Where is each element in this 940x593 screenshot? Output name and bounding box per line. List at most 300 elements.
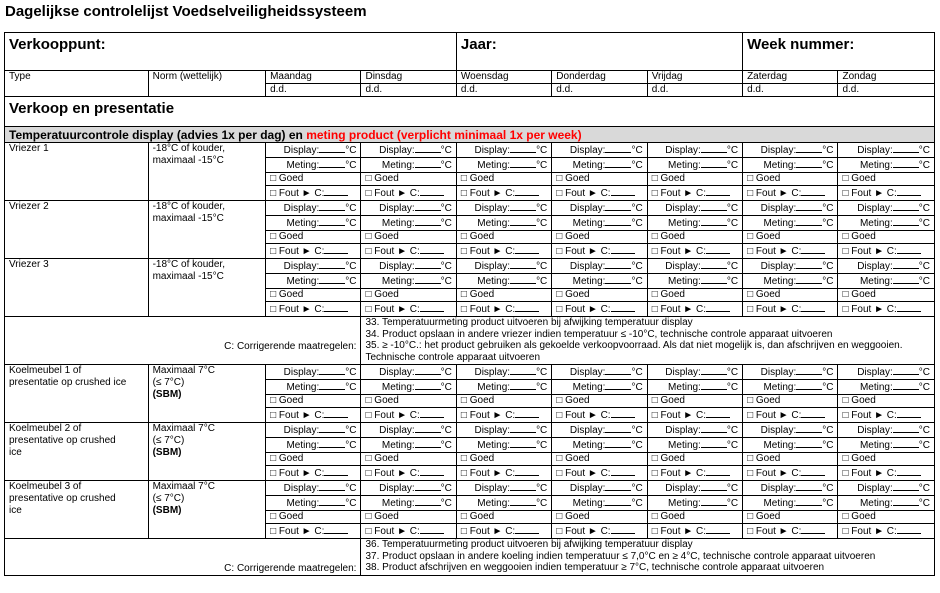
goed-checkbox[interactable]: □ Goed [365, 510, 399, 522]
corrective-code-input[interactable] [897, 408, 921, 418]
goed-checkbox[interactable]: □ Goed [556, 173, 590, 184]
corrective-code-input[interactable] [611, 466, 635, 476]
corrective-code-input[interactable] [801, 302, 825, 312]
corrective-code-input[interactable] [897, 244, 921, 254]
fout-checkbox-cell[interactable] [743, 407, 838, 422]
meting-input-line[interactable] [319, 380, 345, 390]
meting-input-line[interactable] [893, 158, 919, 168]
meting-reading-cell[interactable] [456, 216, 551, 231]
date-field-woensdag[interactable]: d.d. [456, 84, 551, 97]
meting-input-line[interactable] [893, 380, 919, 390]
goed-checkbox[interactable]: □ Goed [651, 231, 685, 242]
goed-checkbox-cell[interactable] [456, 173, 551, 186]
fout-checkbox[interactable]: □ Fout ► C: [460, 467, 516, 479]
meting-input-line[interactable] [319, 158, 345, 168]
fout-checkbox[interactable]: □ Fout ► C: [651, 188, 706, 199]
fout-checkbox[interactable]: □ Fout ► C: [556, 304, 611, 315]
fout-checkbox[interactable]: □ Fout ► C: [747, 525, 802, 537]
goed-checkbox[interactable]: □ Goed [842, 173, 876, 184]
goed-checkbox-cell[interactable] [552, 173, 647, 186]
goed-checkbox[interactable]: □ Goed [460, 510, 495, 522]
fout-checkbox-cell[interactable] [743, 186, 838, 201]
goed-checkbox[interactable]: □ Goed [365, 173, 399, 184]
goed-checkbox-cell[interactable] [361, 231, 456, 244]
meting-input-line[interactable] [319, 274, 345, 284]
meting-reading-cell[interactable] [838, 495, 935, 510]
display-reading-cell[interactable] [838, 422, 935, 437]
goed-checkbox[interactable]: □ Goed [747, 289, 781, 300]
fout-checkbox-cell[interactable] [266, 244, 361, 259]
meting-reading-cell[interactable] [838, 216, 935, 231]
fout-checkbox[interactable]: □ Fout ► C: [365, 467, 420, 479]
meting-reading-cell[interactable] [552, 437, 647, 452]
display-input-line[interactable] [510, 365, 536, 375]
corrective-code-input[interactable] [420, 186, 444, 196]
jaar-field[interactable]: Jaar: [456, 33, 742, 71]
meting-input-line[interactable] [415, 216, 441, 226]
meting-input-line[interactable] [701, 216, 727, 226]
goed-checkbox-cell[interactable] [743, 289, 838, 302]
goed-checkbox[interactable]: □ Goed [460, 452, 495, 464]
fout-checkbox-cell[interactable] [361, 523, 456, 538]
meting-reading-cell[interactable] [361, 495, 456, 510]
goed-checkbox[interactable]: □ Goed [460, 289, 495, 300]
fout-checkbox-cell[interactable] [647, 244, 742, 259]
fout-checkbox[interactable]: □ Fout ► C: [651, 467, 706, 479]
fout-checkbox[interactable]: □ Fout ► C: [842, 409, 897, 421]
fout-checkbox[interactable]: □ Fout ► C: [365, 525, 420, 537]
fout-checkbox[interactable]: □ Fout ► C: [460, 409, 516, 421]
goed-checkbox-cell[interactable] [456, 231, 551, 244]
display-reading-cell[interactable] [838, 201, 935, 216]
fout-checkbox[interactable]: □ Fout ► C: [651, 409, 706, 421]
meting-input-line[interactable] [605, 274, 631, 284]
goed-checkbox[interactable]: □ Goed [651, 452, 685, 464]
display-input-line[interactable] [605, 259, 631, 269]
goed-checkbox[interactable]: □ Goed [842, 452, 876, 464]
corrective-code-input[interactable] [611, 186, 635, 196]
display-input-line[interactable] [796, 143, 822, 153]
meting-reading-cell[interactable] [838, 274, 935, 289]
display-reading-cell[interactable] [266, 201, 361, 216]
corrective-code-input[interactable] [324, 466, 348, 476]
meting-reading-cell[interactable] [743, 437, 838, 452]
meting-reading-cell[interactable] [647, 379, 742, 394]
fout-checkbox[interactable]: □ Fout ► C: [556, 409, 611, 421]
fout-checkbox-cell[interactable] [838, 523, 935, 538]
meting-reading-cell[interactable] [456, 274, 551, 289]
corrective-code-input[interactable] [324, 524, 348, 534]
meting-reading-cell[interactable] [361, 379, 456, 394]
goed-checkbox[interactable]: □ Goed [651, 394, 685, 406]
display-reading-cell[interactable] [361, 201, 456, 216]
fout-checkbox[interactable]: □ Fout ► C: [556, 246, 611, 257]
fout-checkbox[interactable]: □ Fout ► C: [842, 467, 897, 479]
date-field-maandag[interactable]: d.d. [266, 84, 361, 97]
corrective-code-input[interactable] [897, 524, 921, 534]
meting-reading-cell[interactable] [647, 495, 742, 510]
goed-checkbox[interactable]: □ Goed [270, 452, 304, 464]
goed-checkbox-cell[interactable] [647, 289, 742, 302]
display-input-line[interactable] [893, 143, 919, 153]
corrective-code-input[interactable] [420, 524, 444, 534]
corrective-code-input[interactable] [706, 466, 730, 476]
meting-input-line[interactable] [415, 496, 441, 506]
corrective-code-input[interactable] [611, 408, 635, 418]
meting-reading-cell[interactable] [552, 216, 647, 231]
display-reading-cell[interactable] [266, 259, 361, 274]
corrective-code-input[interactable] [611, 524, 635, 534]
meting-input-line[interactable] [605, 158, 631, 168]
display-input-line[interactable] [415, 481, 441, 491]
display-input-line[interactable] [415, 201, 441, 211]
goed-checkbox[interactable]: □ Goed [460, 173, 495, 184]
display-input-line[interactable] [605, 201, 631, 211]
display-input-line[interactable] [415, 143, 441, 153]
date-field-dinsdag[interactable]: d.d. [361, 84, 456, 97]
meting-reading-cell[interactable] [456, 379, 551, 394]
display-reading-cell[interactable] [552, 259, 647, 274]
display-reading-cell[interactable] [361, 422, 456, 437]
display-reading-cell[interactable] [552, 480, 647, 495]
display-reading-cell[interactable] [838, 259, 935, 274]
corrective-code-input[interactable] [420, 302, 444, 312]
goed-checkbox[interactable]: □ Goed [270, 289, 304, 300]
fout-checkbox[interactable]: □ Fout ► C: [460, 246, 516, 257]
display-input-line[interactable] [796, 365, 822, 375]
fout-checkbox[interactable]: □ Fout ► C: [747, 304, 802, 315]
goed-checkbox[interactable]: □ Goed [747, 394, 781, 406]
meting-input-line[interactable] [605, 216, 631, 226]
goed-checkbox-cell[interactable] [552, 394, 647, 407]
fout-checkbox-cell[interactable] [647, 465, 742, 480]
goed-checkbox-cell[interactable] [647, 173, 742, 186]
corrective-code-input[interactable] [611, 302, 635, 312]
fout-checkbox[interactable]: □ Fout ► C: [270, 409, 325, 421]
display-reading-cell[interactable] [647, 143, 742, 158]
corrective-code-input[interactable] [801, 408, 825, 418]
corrective-code-input[interactable] [801, 466, 825, 476]
goed-checkbox-cell[interactable] [552, 231, 647, 244]
fout-checkbox[interactable]: □ Fout ► C: [460, 188, 516, 199]
goed-checkbox-cell[interactable] [361, 452, 456, 465]
meting-input-line[interactable] [796, 380, 822, 390]
display-reading-cell[interactable] [743, 422, 838, 437]
week-nummer-field[interactable]: Week nummer: [743, 33, 935, 71]
fout-checkbox-cell[interactable] [361, 465, 456, 480]
fout-checkbox-cell[interactable] [266, 407, 361, 422]
fout-checkbox[interactable]: □ Fout ► C: [270, 246, 325, 257]
goed-checkbox-cell[interactable] [838, 231, 935, 244]
date-field-zondag[interactable]: d.d. [838, 84, 935, 97]
display-input-line[interactable] [701, 143, 727, 153]
fout-checkbox-cell[interactable] [838, 186, 935, 201]
goed-checkbox[interactable]: □ Goed [747, 510, 781, 522]
fout-checkbox-cell[interactable] [552, 465, 647, 480]
display-input-line[interactable] [415, 423, 441, 433]
goed-checkbox[interactable]: □ Goed [556, 394, 590, 406]
meting-input-line[interactable] [796, 438, 822, 448]
goed-checkbox-cell[interactable] [361, 173, 456, 186]
fout-checkbox[interactable]: □ Fout ► C: [747, 467, 802, 479]
display-reading-cell[interactable] [743, 143, 838, 158]
goed-checkbox-cell[interactable] [266, 394, 361, 407]
fout-checkbox[interactable]: □ Fout ► C: [842, 525, 897, 537]
corrective-code-input[interactable] [515, 466, 539, 476]
corrective-code-input[interactable] [515, 408, 539, 418]
meting-input-line[interactable] [415, 380, 441, 390]
meting-reading-cell[interactable] [743, 274, 838, 289]
display-reading-cell[interactable] [552, 201, 647, 216]
display-reading-cell[interactable] [361, 259, 456, 274]
fout-checkbox-cell[interactable] [647, 523, 742, 538]
meting-reading-cell[interactable] [456, 495, 551, 510]
fout-checkbox-cell[interactable] [838, 465, 935, 480]
goed-checkbox-cell[interactable] [266, 173, 361, 186]
goed-checkbox-cell[interactable] [838, 289, 935, 302]
display-input-line[interactable] [510, 481, 536, 491]
goed-checkbox-cell[interactable] [552, 289, 647, 302]
meting-reading-cell[interactable] [647, 274, 742, 289]
fout-checkbox-cell[interactable] [743, 244, 838, 259]
goed-checkbox[interactable]: □ Goed [842, 231, 876, 242]
meting-reading-cell[interactable] [743, 216, 838, 231]
display-reading-cell[interactable] [456, 201, 551, 216]
fout-checkbox[interactable]: □ Fout ► C: [270, 188, 325, 199]
fout-checkbox[interactable]: □ Fout ► C: [842, 246, 897, 257]
goed-checkbox-cell[interactable] [743, 231, 838, 244]
fout-checkbox[interactable]: □ Fout ► C: [556, 188, 611, 199]
display-reading-cell[interactable] [743, 259, 838, 274]
fout-checkbox-cell[interactable] [552, 186, 647, 201]
goed-checkbox-cell[interactable] [552, 452, 647, 465]
goed-checkbox[interactable]: □ Goed [651, 173, 685, 184]
goed-checkbox-cell[interactable] [266, 231, 361, 244]
display-input-line[interactable] [701, 423, 727, 433]
display-reading-cell[interactable] [743, 201, 838, 216]
meting-input-line[interactable] [893, 438, 919, 448]
fout-checkbox[interactable]: □ Fout ► C: [842, 188, 897, 199]
corrective-code-input[interactable] [706, 302, 730, 312]
meting-input-line[interactable] [605, 496, 631, 506]
fout-checkbox[interactable]: □ Fout ► C: [365, 409, 420, 421]
meting-input-line[interactable] [796, 274, 822, 284]
goed-checkbox-cell[interactable] [838, 452, 935, 465]
fout-checkbox[interactable]: □ Fout ► C: [651, 246, 706, 257]
display-input-line[interactable] [893, 259, 919, 269]
meting-input-line[interactable] [796, 158, 822, 168]
corrective-code-input[interactable] [420, 466, 444, 476]
goed-checkbox[interactable]: □ Goed [556, 289, 590, 300]
meting-input-line[interactable] [701, 438, 727, 448]
goed-checkbox[interactable]: □ Goed [365, 452, 399, 464]
display-reading-cell[interactable] [361, 480, 456, 495]
display-reading-cell[interactable] [552, 422, 647, 437]
display-reading-cell[interactable] [456, 259, 551, 274]
display-reading-cell[interactable] [647, 259, 742, 274]
display-input-line[interactable] [701, 201, 727, 211]
fout-checkbox[interactable]: □ Fout ► C: [270, 304, 325, 315]
meting-input-line[interactable] [319, 496, 345, 506]
goed-checkbox-cell[interactable] [743, 452, 838, 465]
goed-checkbox[interactable]: □ Goed [460, 394, 495, 406]
date-field-zaterdag[interactable]: d.d. [743, 84, 838, 97]
goed-checkbox[interactable]: □ Goed [556, 452, 590, 464]
display-input-line[interactable] [796, 259, 822, 269]
meting-reading-cell[interactable] [838, 437, 935, 452]
fout-checkbox-cell[interactable] [552, 407, 647, 422]
meting-reading-cell[interactable] [743, 495, 838, 510]
display-input-line[interactable] [701, 481, 727, 491]
fout-checkbox[interactable]: □ Fout ► C: [556, 467, 611, 479]
goed-checkbox[interactable]: □ Goed [842, 394, 876, 406]
goed-checkbox-cell[interactable] [647, 510, 742, 523]
goed-checkbox-cell[interactable] [647, 452, 742, 465]
meting-reading-cell[interactable] [266, 274, 361, 289]
display-reading-cell[interactable] [838, 480, 935, 495]
goed-checkbox[interactable]: □ Goed [365, 231, 399, 242]
display-input-line[interactable] [796, 423, 822, 433]
goed-checkbox-cell[interactable] [361, 510, 456, 523]
display-reading-cell[interactable] [647, 364, 742, 379]
meting-reading-cell[interactable] [647, 216, 742, 231]
goed-checkbox-cell[interactable] [552, 510, 647, 523]
display-input-line[interactable] [319, 365, 345, 375]
goed-checkbox[interactable]: □ Goed [842, 510, 876, 522]
goed-checkbox-cell[interactable] [456, 452, 551, 465]
display-input-line[interactable] [605, 365, 631, 375]
meting-reading-cell[interactable] [552, 495, 647, 510]
display-reading-cell[interactable] [266, 422, 361, 437]
meting-reading-cell[interactable] [266, 216, 361, 231]
goed-checkbox[interactable]: □ Goed [651, 510, 685, 522]
corrective-code-input[interactable] [324, 186, 348, 196]
fout-checkbox[interactable]: □ Fout ► C: [651, 525, 706, 537]
corrective-code-input[interactable] [706, 244, 730, 254]
fout-checkbox-cell[interactable] [838, 244, 935, 259]
corrective-code-input[interactable] [324, 408, 348, 418]
corrective-code-input[interactable] [420, 244, 444, 254]
meting-input-line[interactable] [415, 158, 441, 168]
fout-checkbox-cell[interactable] [456, 523, 551, 538]
display-input-line[interactable] [319, 423, 345, 433]
fout-checkbox-cell[interactable] [266, 523, 361, 538]
corrective-code-input[interactable] [515, 186, 539, 196]
fout-checkbox[interactable]: □ Fout ► C: [747, 188, 802, 199]
fout-checkbox-cell[interactable] [456, 186, 551, 201]
fout-checkbox-cell[interactable] [266, 302, 361, 317]
display-reading-cell[interactable] [838, 364, 935, 379]
display-reading-cell[interactable] [838, 143, 935, 158]
display-reading-cell[interactable] [743, 364, 838, 379]
display-reading-cell[interactable] [647, 422, 742, 437]
fout-checkbox-cell[interactable] [361, 407, 456, 422]
goed-checkbox[interactable]: □ Goed [747, 173, 781, 184]
fout-checkbox-cell[interactable] [456, 465, 551, 480]
meting-input-line[interactable] [510, 496, 536, 506]
goed-checkbox-cell[interactable] [838, 394, 935, 407]
display-input-line[interactable] [415, 259, 441, 269]
display-input-line[interactable] [510, 143, 536, 153]
meting-input-line[interactable] [796, 216, 822, 226]
display-reading-cell[interactable] [266, 480, 361, 495]
goed-checkbox[interactable]: □ Goed [747, 452, 781, 464]
meting-reading-cell[interactable] [266, 379, 361, 394]
fout-checkbox[interactable]: □ Fout ► C: [460, 304, 516, 315]
display-input-line[interactable] [893, 201, 919, 211]
corrective-code-input[interactable] [706, 186, 730, 196]
display-input-line[interactable] [796, 481, 822, 491]
fout-checkbox-cell[interactable] [552, 302, 647, 317]
display-input-line[interactable] [893, 481, 919, 491]
meting-reading-cell[interactable] [361, 158, 456, 173]
goed-checkbox[interactable]: □ Goed [365, 394, 399, 406]
goed-checkbox-cell[interactable] [456, 394, 551, 407]
corrective-code-input[interactable] [801, 244, 825, 254]
display-input-line[interactable] [893, 365, 919, 375]
meting-input-line[interactable] [415, 274, 441, 284]
display-reading-cell[interactable] [456, 480, 551, 495]
display-input-line[interactable] [319, 143, 345, 153]
meting-reading-cell[interactable] [361, 437, 456, 452]
display-reading-cell[interactable] [743, 480, 838, 495]
meting-input-line[interactable] [319, 438, 345, 448]
fout-checkbox-cell[interactable] [743, 302, 838, 317]
fout-checkbox[interactable]: □ Fout ► C: [270, 467, 325, 479]
display-input-line[interactable] [893, 423, 919, 433]
goed-checkbox[interactable]: □ Goed [270, 173, 304, 184]
fout-checkbox[interactable]: □ Fout ► C: [651, 304, 706, 315]
display-input-line[interactable] [319, 259, 345, 269]
corrective-code-input[interactable] [324, 302, 348, 312]
fout-checkbox-cell[interactable] [838, 407, 935, 422]
fout-checkbox-cell[interactable] [552, 244, 647, 259]
corrective-code-input[interactable] [801, 524, 825, 534]
fout-checkbox-cell[interactable] [266, 465, 361, 480]
goed-checkbox[interactable]: □ Goed [747, 231, 781, 242]
corrective-code-input[interactable] [706, 524, 730, 534]
fout-checkbox-cell[interactable] [456, 244, 551, 259]
meting-reading-cell[interactable] [266, 158, 361, 173]
meting-reading-cell[interactable] [361, 274, 456, 289]
meting-reading-cell[interactable] [266, 437, 361, 452]
display-reading-cell[interactable] [552, 143, 647, 158]
display-reading-cell[interactable] [647, 201, 742, 216]
display-input-line[interactable] [510, 423, 536, 433]
meting-reading-cell[interactable] [361, 216, 456, 231]
display-input-line[interactable] [701, 365, 727, 375]
goed-checkbox[interactable]: □ Goed [270, 510, 304, 522]
goed-checkbox-cell[interactable] [838, 173, 935, 186]
meting-input-line[interactable] [510, 274, 536, 284]
fout-checkbox-cell[interactable] [743, 523, 838, 538]
meting-reading-cell[interactable] [456, 158, 551, 173]
meting-reading-cell[interactable] [552, 274, 647, 289]
goed-checkbox[interactable]: □ Goed [460, 231, 495, 242]
goed-checkbox[interactable]: □ Goed [270, 231, 304, 242]
display-input-line[interactable] [319, 481, 345, 491]
meting-input-line[interactable] [510, 380, 536, 390]
display-input-line[interactable] [796, 201, 822, 211]
meting-input-line[interactable] [893, 496, 919, 506]
fout-checkbox-cell[interactable] [647, 407, 742, 422]
corrective-code-input[interactable] [897, 466, 921, 476]
fout-checkbox-cell[interactable] [361, 186, 456, 201]
fout-checkbox[interactable]: □ Fout ► C: [460, 525, 516, 537]
display-input-line[interactable] [510, 201, 536, 211]
fout-checkbox-cell[interactable] [647, 302, 742, 317]
meting-input-line[interactable] [510, 158, 536, 168]
